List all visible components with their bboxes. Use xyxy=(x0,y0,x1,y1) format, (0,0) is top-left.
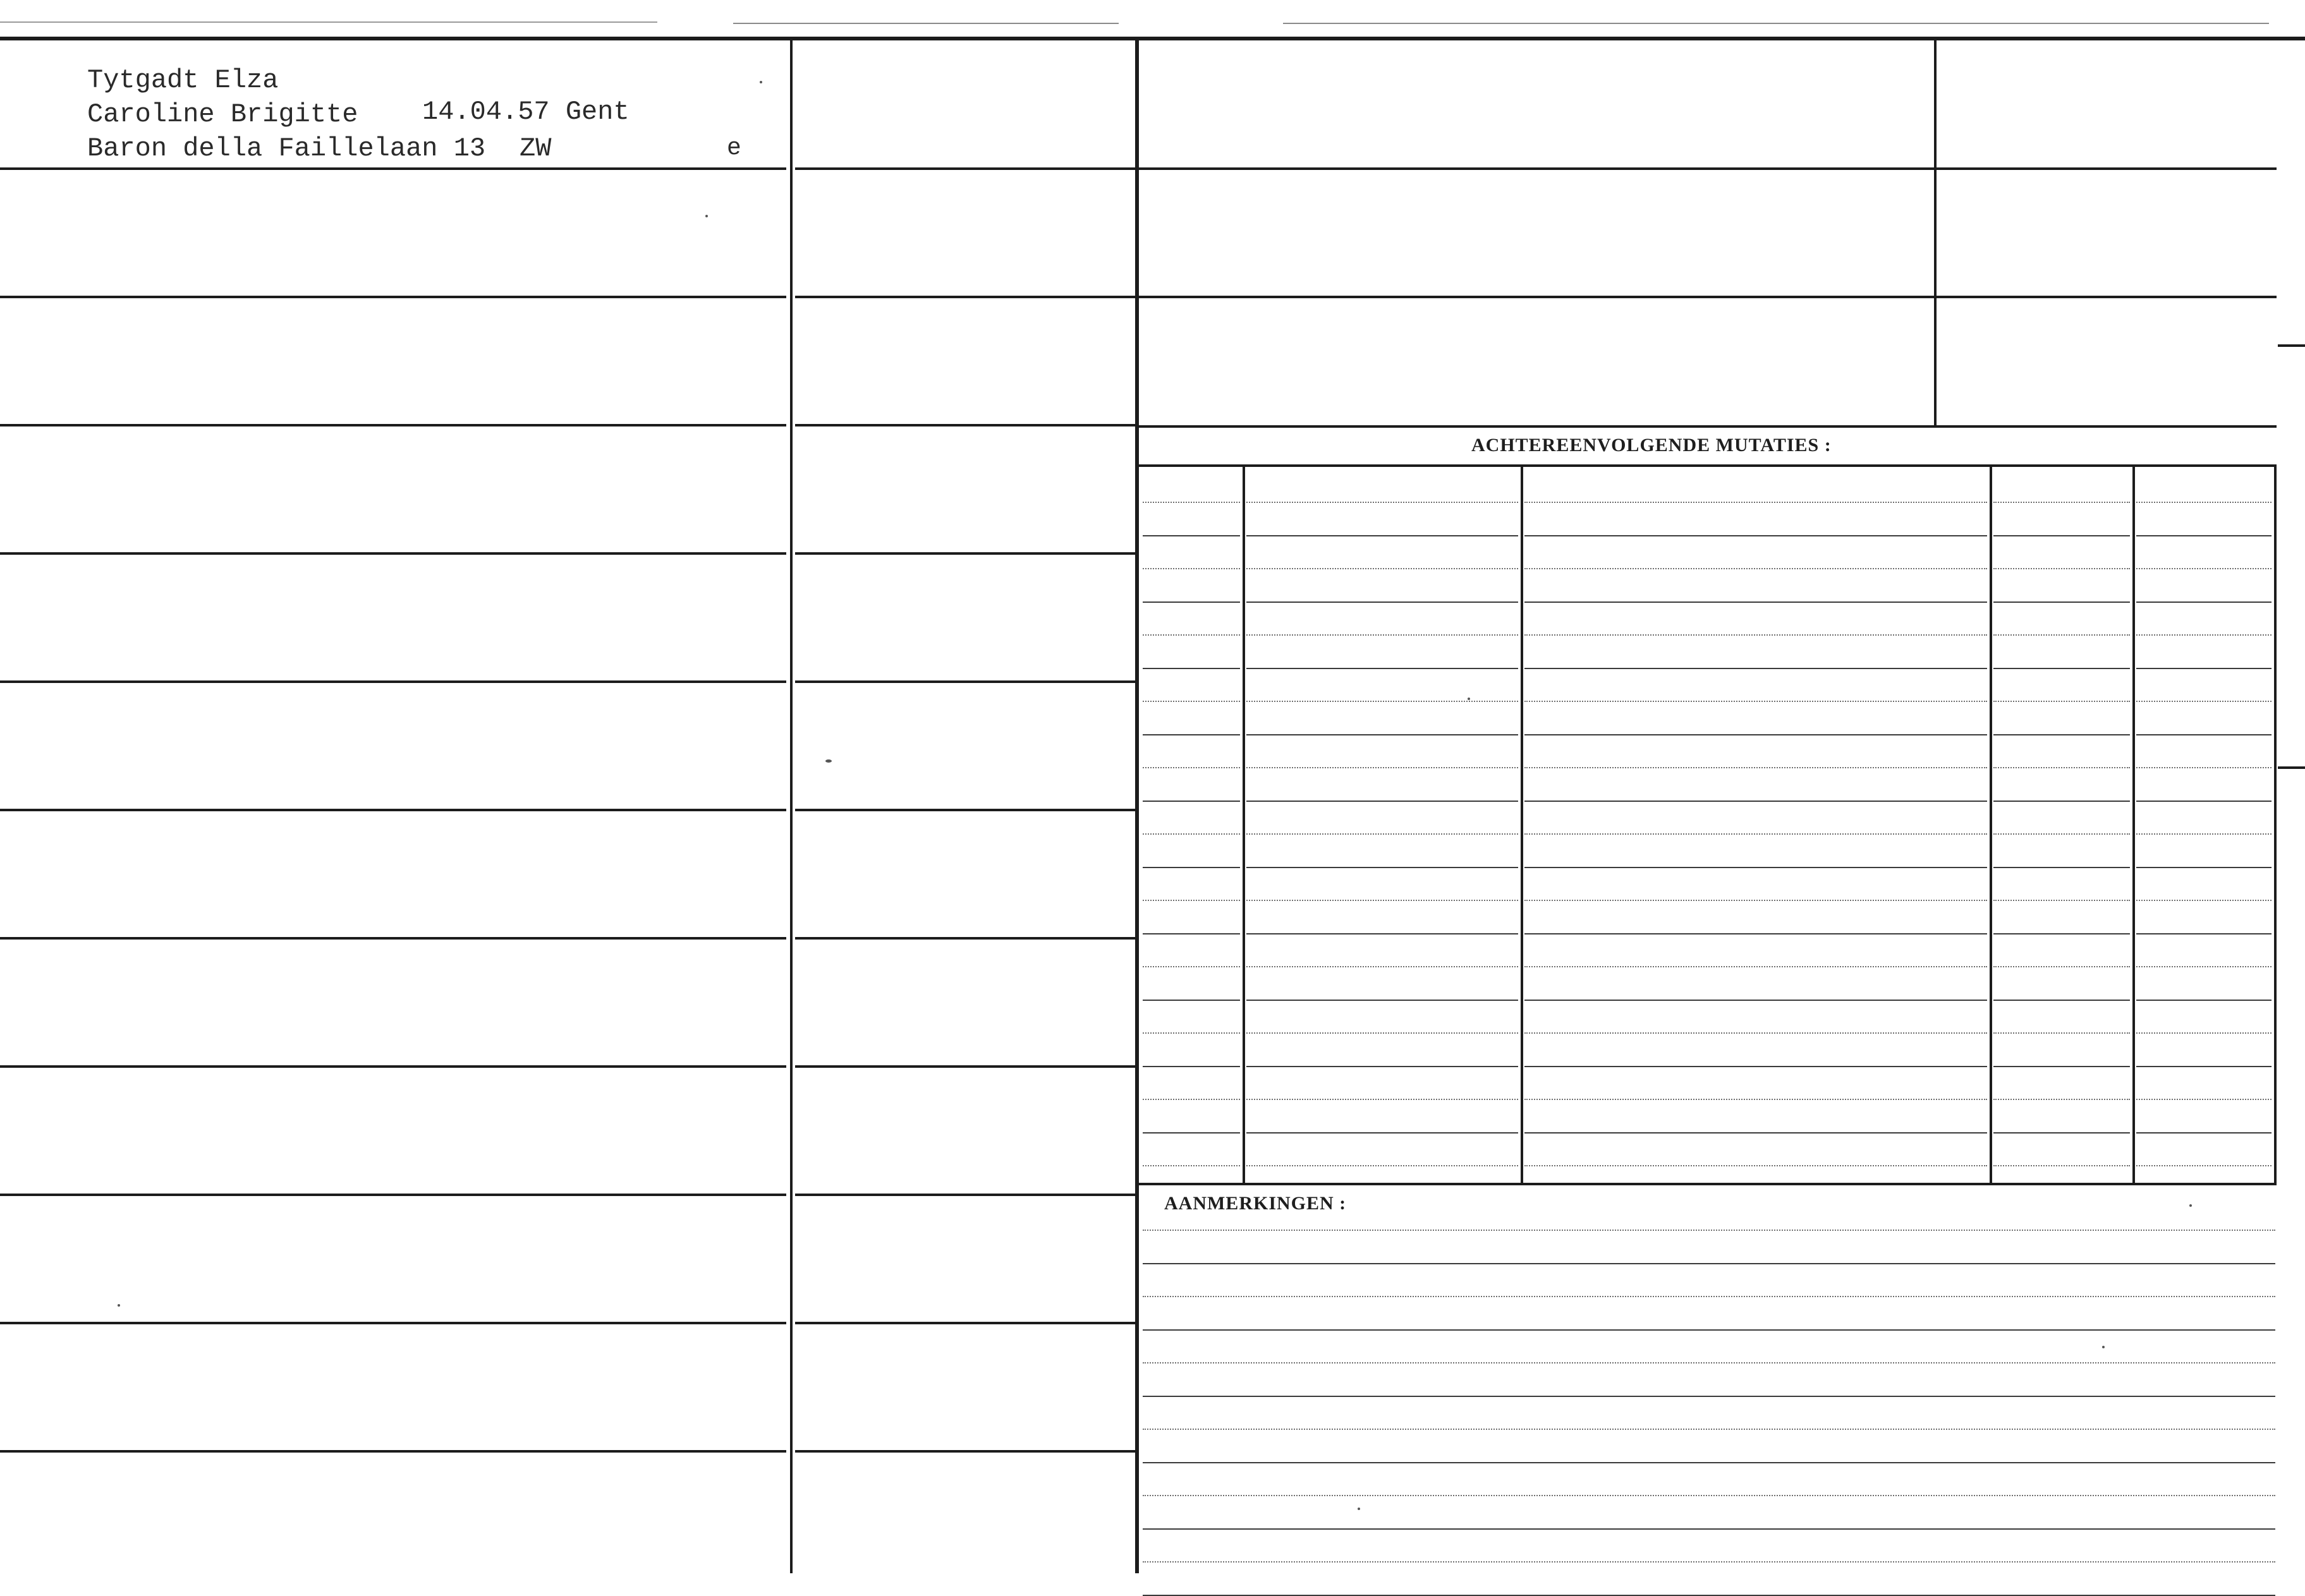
mutation-row-dotted xyxy=(1143,1165,1240,1166)
mutation-row-rule xyxy=(1524,801,1987,802)
edge-tick xyxy=(2278,766,2305,769)
mutation-row-rule xyxy=(1524,1066,1987,1067)
top-right-column-divider xyxy=(1934,40,1937,426)
mutation-row-dotted xyxy=(1524,1032,1987,1034)
mutation-row-dotted xyxy=(1524,568,1987,569)
left-row-line xyxy=(795,680,1135,683)
mutation-row-dotted xyxy=(1246,1099,1518,1100)
left-row-line xyxy=(795,1322,1135,1324)
mutation-row-dotted xyxy=(1143,767,1240,768)
mutations-col-divider xyxy=(2132,467,2135,1183)
middle-column-divider xyxy=(1135,40,1139,1573)
mutations-table-top xyxy=(1139,464,2277,467)
remark-row-rule xyxy=(1143,1263,2275,1264)
mutation-row-rule xyxy=(1524,668,1987,669)
mutation-row-dotted xyxy=(1246,1165,1518,1166)
scan-speck xyxy=(1468,698,1470,700)
mutation-row-rule xyxy=(1993,1000,2130,1001)
left-row-line xyxy=(0,937,786,940)
mutation-row-rule xyxy=(2136,867,2272,868)
mutation-row-rule xyxy=(1143,867,1240,868)
mutation-row-dotted xyxy=(1524,966,1987,967)
mutation-row-dotted xyxy=(1143,833,1240,835)
mutation-row-dotted xyxy=(1524,767,1987,768)
mutation-row-dotted xyxy=(2136,502,2272,503)
mutation-row-dotted xyxy=(1524,634,1987,636)
mutation-row-rule xyxy=(1524,1000,1987,1001)
mutation-row-dotted xyxy=(1246,568,1518,569)
mutation-row-rule xyxy=(1993,668,2130,669)
mutation-row-dotted xyxy=(1993,966,2130,967)
scan-speck xyxy=(825,759,832,763)
mutation-row-rule xyxy=(1524,1132,1987,1134)
mutation-row-dotted xyxy=(1524,502,1987,503)
mutation-row-rule xyxy=(2136,1000,2272,1001)
mutation-row-rule xyxy=(1524,535,1987,536)
mutation-row-dotted xyxy=(1143,966,1240,967)
remark-row-dotted xyxy=(1143,1495,2275,1496)
mutation-row-rule xyxy=(2136,535,2272,536)
mutation-row-dotted xyxy=(1993,767,2130,768)
entry-address: Baron della Faillelaan 13 xyxy=(87,133,486,164)
mutation-row-dotted xyxy=(2136,1099,2272,1100)
mutation-row-rule xyxy=(1143,1066,1240,1067)
mutation-row-dotted xyxy=(1246,502,1518,503)
remark-row-dotted xyxy=(1143,1561,2275,1563)
left-row-line xyxy=(795,552,1135,555)
mutation-row-rule xyxy=(1246,668,1518,669)
mutation-row-rule xyxy=(1143,1000,1240,1001)
left-row-line xyxy=(795,809,1135,811)
mutation-row-rule xyxy=(2136,1066,2272,1067)
mutation-row-rule xyxy=(1993,535,2130,536)
entry-given-names: Caroline Brigitte xyxy=(87,99,358,130)
remark-row-dotted xyxy=(1143,1230,2275,1231)
mutation-row-rule xyxy=(1524,933,1987,934)
mutation-row-rule xyxy=(1246,602,1518,603)
mutation-row-rule xyxy=(2136,734,2272,735)
mutation-row-rule xyxy=(1993,734,2130,735)
right-top-row-line xyxy=(1139,425,2277,428)
mutation-row-rule xyxy=(1993,867,2130,868)
mutation-row-dotted xyxy=(1993,1032,2130,1034)
top-faint-rule xyxy=(733,23,1119,24)
mutation-row-rule xyxy=(1246,867,1518,868)
mutation-row-dotted xyxy=(2136,1165,2272,1166)
scan-speck xyxy=(2189,1204,2192,1207)
scan-speck xyxy=(2102,1346,2105,1348)
mutations-table-bottom xyxy=(1139,1183,2277,1185)
mutation-row-dotted xyxy=(2136,568,2272,569)
mutation-row-rule xyxy=(1993,1132,2130,1134)
top-faint-rule xyxy=(0,21,657,23)
mutation-row-rule xyxy=(1143,668,1240,669)
mutation-row-dotted xyxy=(1246,966,1518,967)
mutation-row-rule xyxy=(2136,801,2272,802)
left-row-line xyxy=(0,552,786,555)
remark-row-dotted xyxy=(1143,1296,2275,1297)
remark-row-dotted xyxy=(1143,1429,2275,1430)
left-row-line xyxy=(795,424,1135,426)
mutations-col-divider xyxy=(1243,467,1245,1183)
mutation-row-rule xyxy=(1143,535,1240,536)
left-row-line xyxy=(795,1194,1135,1196)
mutation-row-rule xyxy=(1143,801,1240,802)
mutation-row-dotted xyxy=(2136,966,2272,967)
mutation-row-dotted xyxy=(1524,1165,1987,1166)
mutation-row-dotted xyxy=(1993,1099,2130,1100)
left-column-divider xyxy=(790,40,793,1573)
mutation-row-rule xyxy=(2136,602,2272,603)
left-row-line xyxy=(0,680,786,683)
mutations-col-divider xyxy=(1990,467,1992,1183)
scan-speck xyxy=(1358,1508,1360,1510)
entry-birth: 14.04.57 Gent xyxy=(422,97,629,127)
scan-speck xyxy=(705,215,708,217)
top-faint-rule xyxy=(1283,23,2269,24)
mutation-row-dotted xyxy=(1143,634,1240,636)
mutation-row-dotted xyxy=(2136,701,2272,702)
mutations-col-divider xyxy=(1521,467,1523,1183)
edge-tick xyxy=(2278,344,2305,347)
mutation-row-rule xyxy=(1993,602,2130,603)
entry-mark: e xyxy=(727,135,741,162)
mutations-heading: ACHTEREENVOLGENDE MUTATIES : xyxy=(1471,435,1832,456)
mutation-row-dotted xyxy=(1524,900,1987,901)
mutation-row-dotted xyxy=(1143,1099,1240,1100)
mutation-row-dotted xyxy=(2136,767,2272,768)
mutation-row-dotted xyxy=(1246,1032,1518,1034)
entry-surname: Tytgadt Elza xyxy=(87,65,279,95)
mutation-row-rule xyxy=(1524,602,1987,603)
mutation-row-dotted xyxy=(1993,1165,2130,1166)
mutation-row-rule xyxy=(2136,1132,2272,1134)
mutation-row-rule xyxy=(1143,602,1240,603)
right-top-row-line xyxy=(1139,296,2277,298)
mutation-row-rule xyxy=(2136,668,2272,669)
remark-row-rule xyxy=(1143,1329,2275,1331)
left-row-line xyxy=(795,1450,1135,1453)
mutation-row-rule xyxy=(1246,535,1518,536)
mutation-row-dotted xyxy=(1246,900,1518,901)
mutation-row-rule xyxy=(1143,1132,1240,1134)
left-row-line xyxy=(795,1065,1135,1068)
remarks-heading: AANMERKINGEN : xyxy=(1164,1193,1347,1214)
mutation-row-dotted xyxy=(2136,634,2272,636)
mutation-row-rule xyxy=(1246,1132,1518,1134)
mutation-row-dotted xyxy=(1524,833,1987,835)
mutation-row-rule xyxy=(1246,1000,1518,1001)
left-row-line xyxy=(0,424,786,426)
mutation-row-dotted xyxy=(2136,1032,2272,1034)
mutation-row-rule xyxy=(1143,734,1240,735)
top-border xyxy=(0,37,2305,40)
left-row-line xyxy=(0,1065,786,1068)
left-row-line xyxy=(0,1194,786,1196)
mutations-col-divider xyxy=(2274,467,2277,1183)
mutation-row-dotted xyxy=(1993,900,2130,901)
left-row-line xyxy=(795,296,1135,298)
mutation-row-dotted xyxy=(1993,833,2130,835)
mutation-row-rule xyxy=(1993,933,2130,934)
mutation-row-dotted xyxy=(1143,701,1240,702)
remark-row-rule xyxy=(1143,1528,2275,1530)
remark-row-rule xyxy=(1143,1462,2275,1463)
mutation-row-dotted xyxy=(1524,701,1987,702)
left-row-line xyxy=(0,1322,786,1324)
mutation-row-dotted xyxy=(1143,502,1240,503)
mutation-row-dotted xyxy=(1246,767,1518,768)
left-row-line xyxy=(0,296,786,298)
remark-row-dotted xyxy=(1143,1362,2275,1363)
mutation-row-dotted xyxy=(1993,568,2130,569)
mutation-row-dotted xyxy=(1246,634,1518,636)
mutation-row-dotted xyxy=(1143,568,1240,569)
left-row-line xyxy=(795,167,1135,170)
left-row-line xyxy=(0,167,786,170)
mutation-row-dotted xyxy=(1993,701,2130,702)
mutation-row-dotted xyxy=(1143,1032,1240,1034)
mutation-row-dotted xyxy=(2136,833,2272,835)
mutation-row-dotted xyxy=(1524,1099,1987,1100)
mutation-row-rule xyxy=(1246,801,1518,802)
mutation-row-rule xyxy=(1524,734,1987,735)
right-top-row-line xyxy=(1139,167,2277,170)
left-row-line xyxy=(795,937,1135,940)
scan-speck xyxy=(118,1304,120,1307)
mutation-row-dotted xyxy=(2136,900,2272,901)
mutation-row-rule xyxy=(1246,933,1518,934)
mutation-row-rule xyxy=(1993,801,2130,802)
remark-row-rule xyxy=(1143,1396,2275,1397)
mutation-row-dotted xyxy=(1246,701,1518,702)
mutation-row-dotted xyxy=(1246,833,1518,835)
left-row-line xyxy=(0,809,786,811)
mutation-row-rule xyxy=(1524,867,1987,868)
mutation-row-dotted xyxy=(1993,634,2130,636)
mutation-row-rule xyxy=(1143,933,1240,934)
mutation-row-rule xyxy=(1246,1066,1518,1067)
mutation-row-dotted xyxy=(1993,502,2130,503)
entry-code: ZW xyxy=(520,133,552,164)
mutation-row-dotted xyxy=(1143,900,1240,901)
mutation-row-rule xyxy=(1993,1066,2130,1067)
mutation-row-rule xyxy=(2136,933,2272,934)
left-row-line xyxy=(0,1450,786,1453)
mutation-row-rule xyxy=(1246,734,1518,735)
scan-speck xyxy=(760,81,762,83)
